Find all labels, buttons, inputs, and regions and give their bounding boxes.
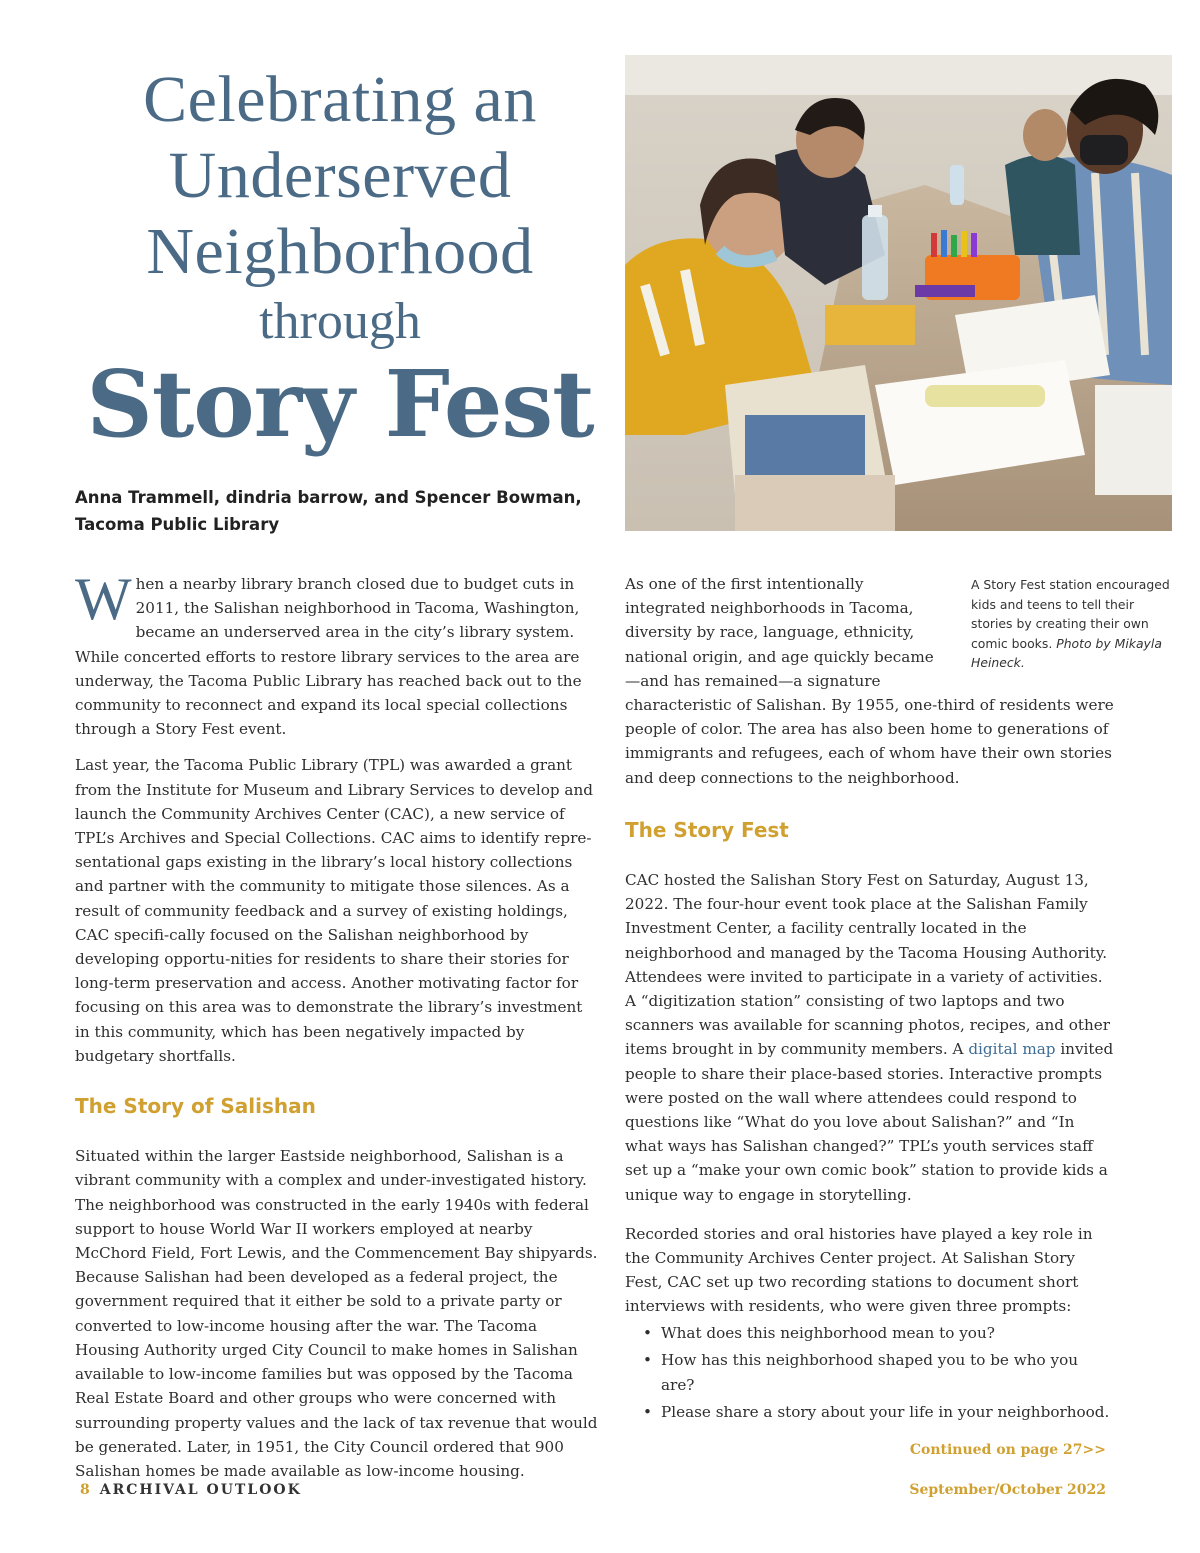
footer-publication: [80, 1482, 302, 1498]
publication-name: ARCHIVAL OUTLOOK: [99, 1482, 302, 1498]
paragraph-event-text-1: CAC hosted the Salishan Story Fest on Saturday, August 13, 2022. The four-hour event took place at the Salishan Family Investment Center, a facility centrally located in the neighborhood and managed by the Tacoma Housing Authority. Attendees were invited to participate in a variety of activities. A “digitization station” consisting of two laptops and two scanners was available for scanning photos, recipes, and other items brought in by community members. A: [625, 871, 1111, 1059]
prompt-list: [625, 1321, 1115, 1425]
list-item: • Please share a story about your life in your neighborhood.: [625, 1400, 1115, 1425]
photo-illustration: [625, 55, 1172, 531]
paragraph-recordings: Recorded stories and oral histories have played a key role in the Community Archives Center project. At Salishan Story Fest, CAC set up two recording stations to document short interviews with residents, who were given three prompts:: [625, 1224, 1093, 1316]
paragraph-grant: Last year, the Tacoma Public Library (TPL) was awarded a grant from the Institute for Museum and Library Services to develop and launch the Community Archives Center (CAC), a new service of TPL’s Archives and Special Collections. CAC aims to identify repre-sentational gaps existing in the library’s local history collections and partner with the community to mitigate those silences. As a result of community feedback and a survey of existing holdings, CAC specifi-cally focused on the Salishan neighborhood by developing opportu-nities for residents to share their stories for long-term preservation and access. Another motivating factor for focusing on this area was to demonstrate the library’s investment in this community, which has been negatively impacted by budgetary shortfalls.: [75, 756, 593, 1065]
author-line-2: Tacoma Public Library: [75, 515, 280, 534]
paragraph-integrated: [625, 572, 1115, 790]
list-item: • How has this neighborhood shaped you to be who you are?: [625, 1348, 1115, 1398]
title-line-1: Celebrating an: [143, 63, 537, 136]
drop-cap: W: [75, 566, 132, 632]
author-line-1: Anna Trammell, dindria barrow, and Spencer Bowman,: [75, 488, 582, 507]
caption-credit: Photo by Mikayla Heineck.: [971, 635, 1162, 671]
article-column-left: [75, 566, 601, 1483]
caption-text: A Story Fest station encouraged kids and teens to tell their stories by creating their own comic books.: [971, 577, 1170, 651]
paragraph-event-text-2: invited people to share their place-based stories. Interactive prompts were posted on the wall where attendees could respond to questions like “What do you love about Salishan?” and “In what ways has Salishan changed?” TPL’s youth services staff set up a “make your own comic book” station to provide kids a unique way to engage in storytelling.: [625, 1040, 1114, 1204]
author-byline: [75, 484, 615, 538]
continued-link[interactable]: Continued on page 27>>: [909, 1442, 1106, 1458]
digital-map-link[interactable]: digital map: [968, 1040, 1056, 1059]
article-column-right: [625, 572, 1115, 1425]
title-line-2: Underserved: [168, 139, 512, 212]
story-fest-photo: [625, 55, 1172, 531]
article-title: [60, 62, 620, 458]
section-heading-story-fest: The Story Fest: [625, 817, 789, 842]
section-heading-salishan: The Story of Salishan: [75, 1094, 316, 1119]
caption-spacer: [943, 572, 1115, 690]
paragraph-salishan-history: Situated within the larger Eastside neighborhood, Salishan is a vibrant community with a complex and under-investigated history. The neighborhood was constructed in the early 1940s with federal support to house World War II workers employed at nearby McChord Field, Fort Lewis, and the Commencement Bay shipyards. Because Salishan had been developed as a federal project, the government required that it either be sold to a private party or converted to low-income housing after the war. The Tacoma Housing Authority urged City Council to make homes in Salishan available to low-income families but was opposed by the Tacoma Real Estate Board and other groups who were concerned with surrounding property values and the lack of tax revenue that would be generated. Later, in 1951, the City Council ordered that 900 Salishan homes be made available as low-income housing.: [75, 1147, 598, 1480]
list-item: • What does this neighborhood mean to you?: [625, 1321, 1115, 1346]
title-line-4: through: [259, 293, 421, 350]
title-line-5: Story Fest: [86, 350, 594, 458]
paragraph-intro: [75, 566, 601, 741]
title-line-3: Neighborhood: [146, 215, 534, 288]
paragraph-integrated-text: As one of the first intentionally integrated neighborhoods in Tacoma, diversity by race, language, ethnicity, national origin, and age quickly became—and has remained—a signature characteristic of Salishan. By 1955, one-third of residents were people of color. The area has also been home to generations of immigrants and refugees, each of whom have their own stories and deep connections to the neighborhood.: [625, 575, 1114, 787]
paragraph-intro-text: hen a nearby library branch closed due to budget cuts in 2011, the Salishan neighborhood in Tacoma, Washington, became an underserved area in the city’s library system. While concerted efforts to restore library services to the area are underway, the Tacoma Public Library has reached back out to the community to reconnect and expand its local special collections through a Story Fest event.: [75, 575, 582, 739]
paragraph-event: [625, 868, 1115, 1207]
page-number: 8: [80, 1482, 90, 1498]
footer-issue: September/October 2022: [909, 1482, 1106, 1498]
